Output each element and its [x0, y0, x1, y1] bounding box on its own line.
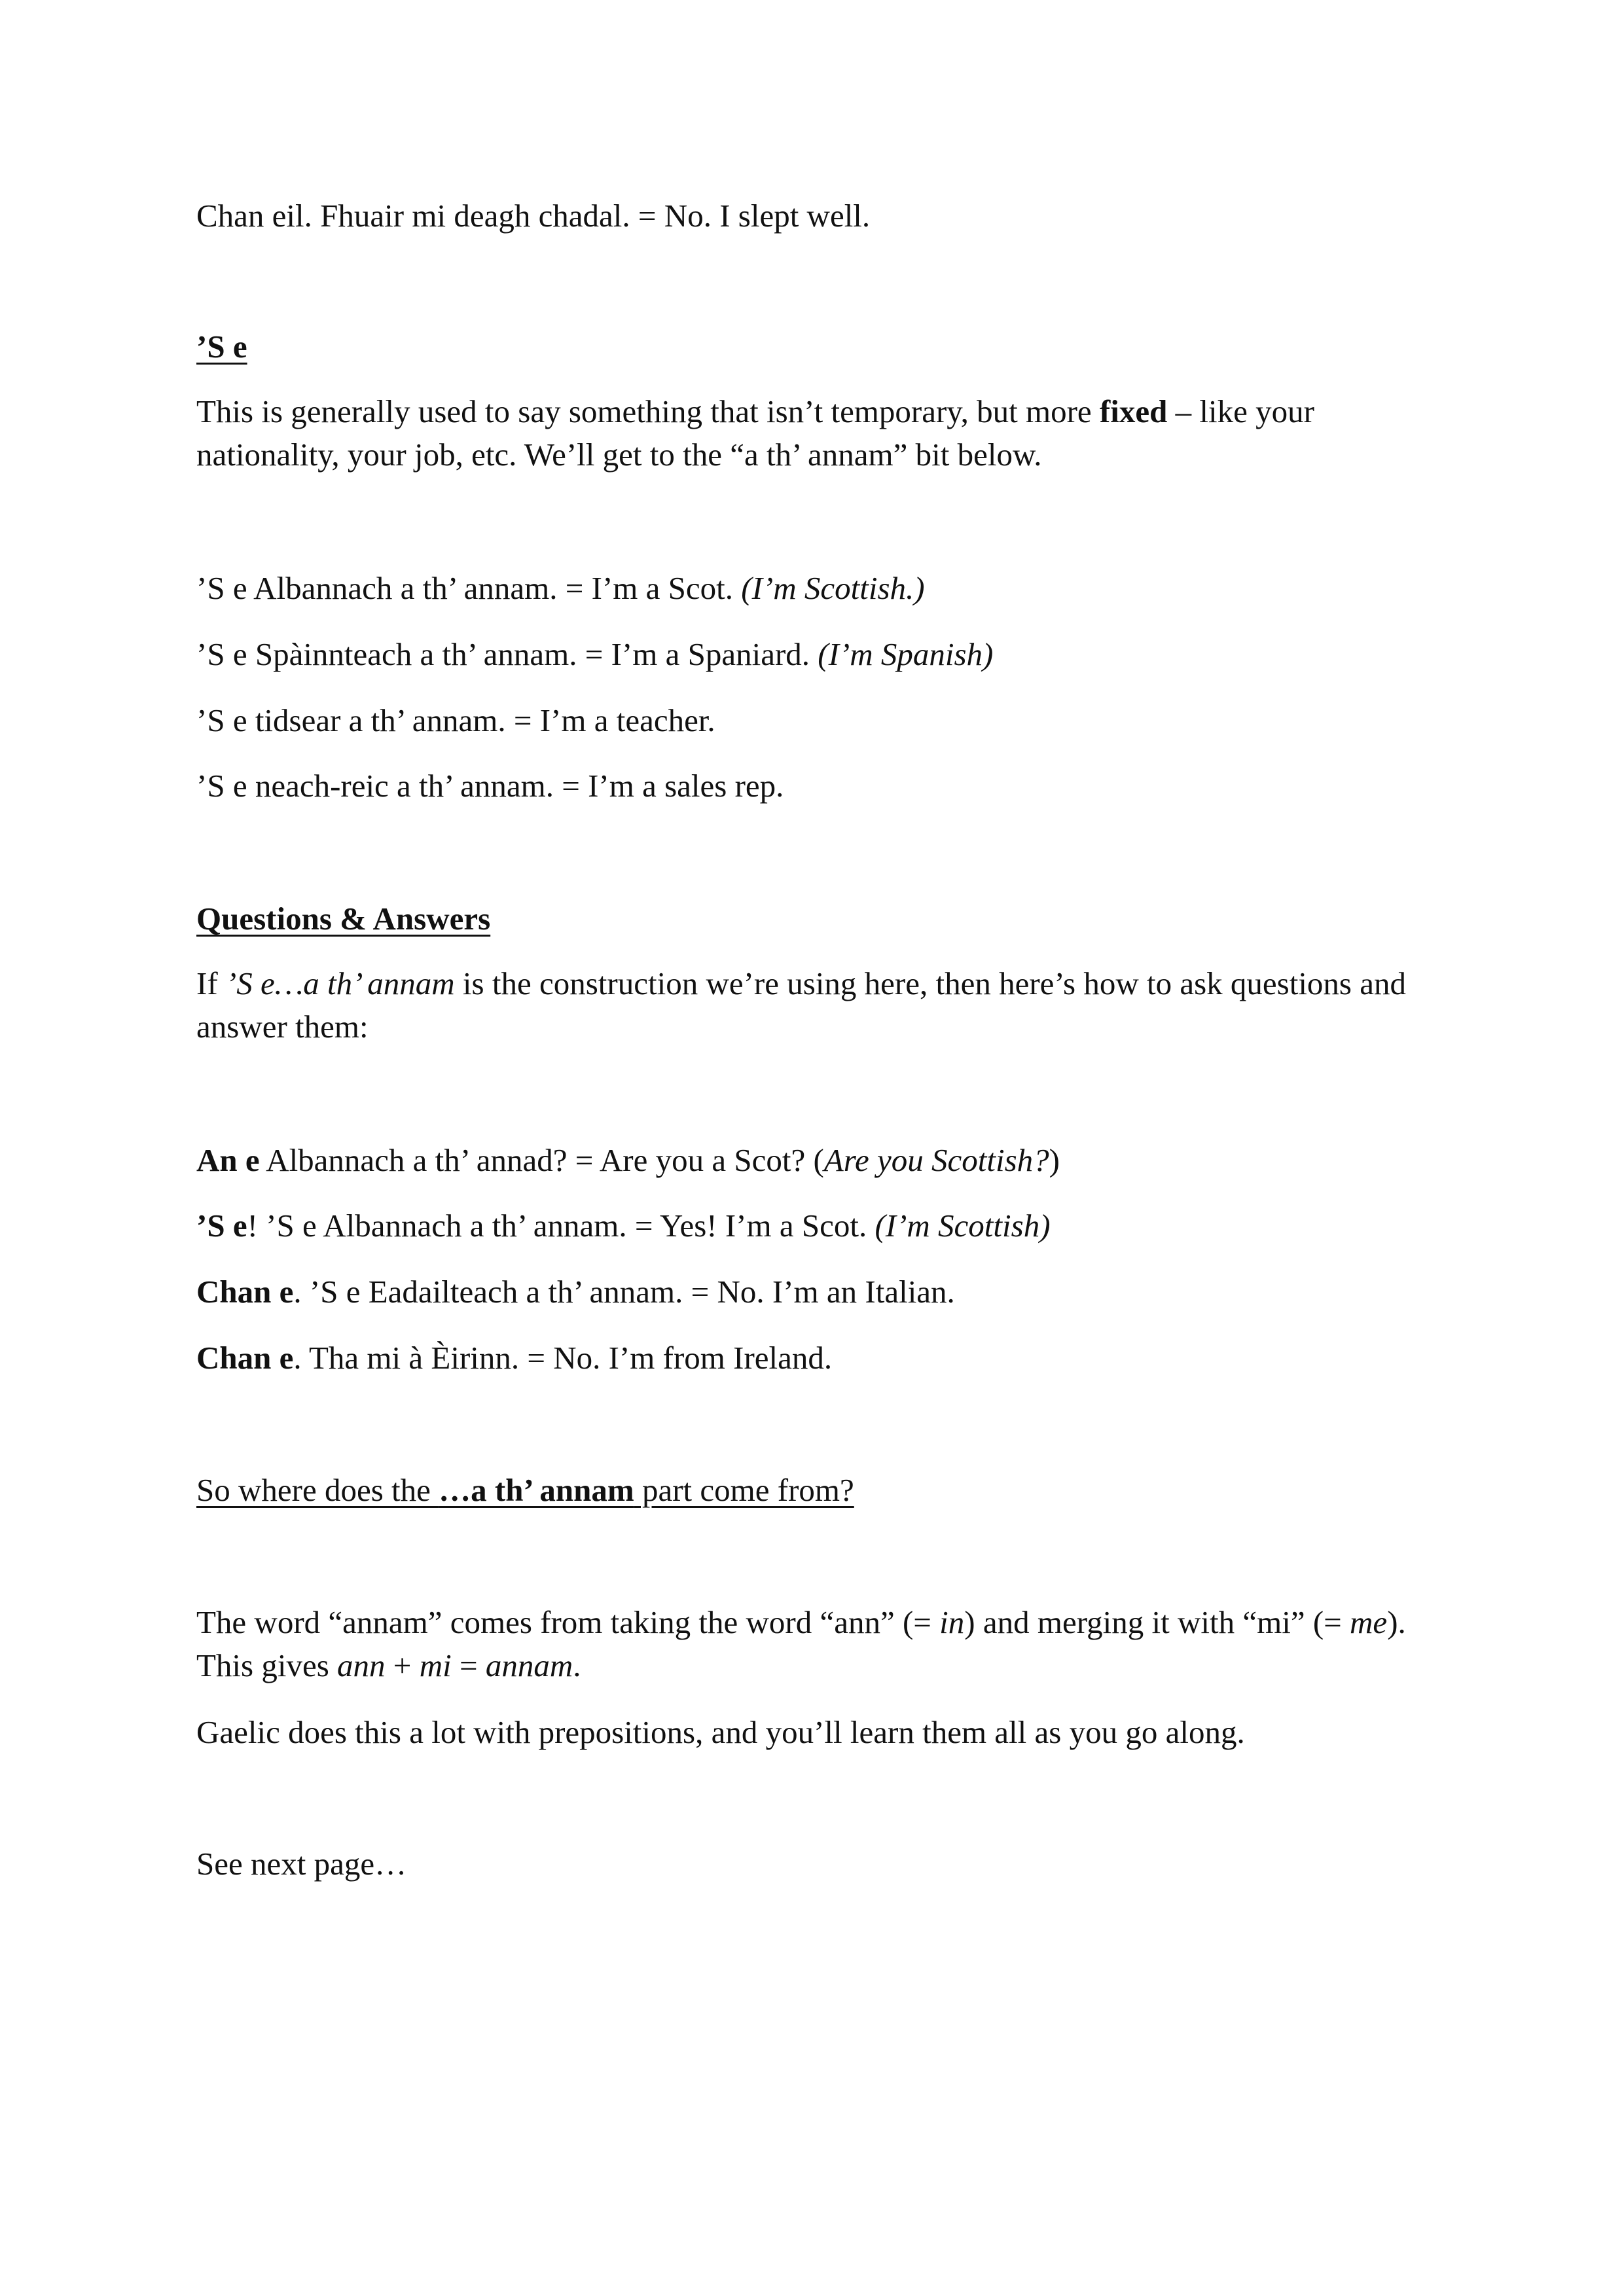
example-note: (I’m Scottish.) [741, 570, 925, 606]
example-line: ’S e Spàinnteach a th’ annam. = I’m a Spaniard. (I’m Spanish) [196, 636, 994, 672]
example-line: ’S e neach-reic a th’ annam. = I’m a sales rep. [196, 768, 784, 804]
annam-heading: So where does the …a th’ annam part come from? [196, 1472, 854, 1508]
qa-question: An e Albannach a th’ annad? = Are you a Scot? (Are you Scottish?) [196, 1142, 1060, 1178]
se-heading: ’S e [196, 329, 247, 365]
see-next-page: See next page… [196, 1846, 407, 1882]
example-note: (I’m Spanish) [818, 636, 994, 672]
qa-answer: Chan e. ’S e Eadailteach a th’ annam. = No. I’m an Italian. [196, 1274, 955, 1310]
prepositions-paragraph: Gaelic does this a lot with prepositions, and you’ll learn them all as you go along. [196, 1714, 1245, 1750]
qa-answer: ’S e! ’S e Albannach a th’ annam. = Yes! I’m a Scot. (I’m Scottish) [196, 1208, 1051, 1244]
fixed-emphasis: fixed [1099, 393, 1168, 429]
example-line: ’S e tidsear a th’ annam. = I’m a teacher. [196, 702, 715, 738]
example-line: ’S e Albannach a th’ annam. = I’m a Scot. (I’m Scottish.) [196, 570, 925, 606]
qa-heading: Questions & Answers [196, 901, 491, 937]
qa-intro: If ’S e…a th’ annam is the construction we’re using here, then here’s how to ask questions and answer them: [196, 965, 1406, 1045]
annam-paragraph: The word “annam” comes from taking the word “ann” (= in) and merging it with “mi” (= me). This gives ann + mi = annam. [196, 1604, 1406, 1683]
intro-line: Chan eil. Fhuair mi deagh chadal. = No. I slept well. [196, 198, 871, 234]
se-description: This is generally used to say something that isn’t temporary, but more fixed – like your nationality, your job, etc. We’ll get to the “a th’ annam” bit below. [196, 393, 1314, 473]
qa-answer: Chan e. Tha mi à Èirinn. = No. I’m from Ireland. [196, 1340, 833, 1376]
